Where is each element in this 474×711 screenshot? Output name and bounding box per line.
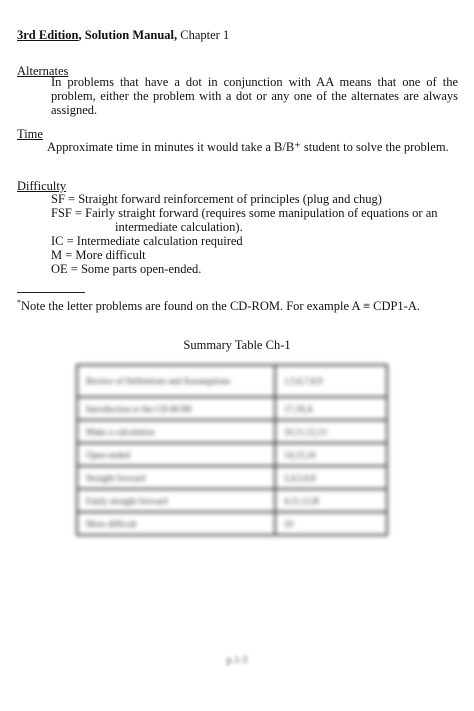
difficulty-item-m: M = More difficult <box>51 248 146 262</box>
difficulty-item-fsf: FSF = Fairly straight forward (requires some manipulation of equations or an <box>51 206 438 220</box>
difficulty-item-sf: SF = Straight forward reinforcement of principles (plug and chug) <box>51 192 382 206</box>
table-cell-topic: Introduction to the CD-ROM <box>77 397 275 420</box>
table-cell-problems: 1,5,6,7,8,9 <box>275 365 387 397</box>
edition-label: 3rd Edition <box>17 28 79 42</box>
table-row <box>77 512 387 535</box>
table-cell-problems: 17,18,A <box>275 397 387 420</box>
alternates-text: In problems that have a dot in conjunction with AA means that one of the problem, either the problem with a dot or any one of the alternates are always assigned. <box>51 75 458 117</box>
table-cell-problems: 14,15,16 <box>275 443 387 466</box>
table-row <box>77 466 387 489</box>
table-row <box>77 443 387 466</box>
table-row <box>77 489 387 512</box>
table-cell-topic: Fairly straight forward <box>77 489 275 512</box>
summary-table <box>76 364 388 536</box>
summary-table-title: Summary Table Ch-1 <box>183 338 291 352</box>
time-title: Time <box>17 127 43 141</box>
table-cell-problems: 10,11,12,13 <box>275 420 387 443</box>
difficulty-list <box>51 192 438 276</box>
table-cell-topic: More difficult <box>77 512 275 535</box>
page-number: p.1-3 <box>226 655 248 666</box>
page-header <box>17 28 229 43</box>
time-text: Approximate time in minutes it would take a B/B⁺ student to solve the problem. <box>47 140 449 154</box>
table-cell-topic: Straight forward <box>77 466 275 489</box>
table-cell-problems: 10 <box>275 512 387 535</box>
difficulty-item-ic: IC = Intermediate calculation required <box>51 234 243 248</box>
table-row <box>77 365 387 397</box>
footnote-rule <box>17 292 85 293</box>
manual-label: Solution Manual, <box>84 28 178 42</box>
footnote <box>17 298 420 314</box>
table-cell-topic: Review of Definitions and Assumptions <box>77 365 275 397</box>
difficulty-item-fsf-cont: intermediate calculation). <box>115 220 243 234</box>
footnote-text: Note the letter problems are found on the CD-ROM. For example A ≡ CDP1-A. <box>21 299 420 314</box>
difficulty-item-oe: OE = Some parts open-ended. <box>51 262 202 276</box>
table-cell-problems: 4,11,12,B <box>275 489 387 512</box>
table-cell-topic: Open-ended <box>77 443 275 466</box>
chapter-label: Chapter 1 <box>180 28 230 42</box>
table-row <box>77 397 387 420</box>
difficulty-title: Difficulty <box>17 179 67 193</box>
header-comma: , <box>78 28 82 42</box>
table-row <box>77 420 387 443</box>
alternates-title: Alternates <box>17 64 69 78</box>
table-cell-topic: Make a calculation <box>77 420 275 443</box>
table-cell-problems: 2,4,5,6,8 <box>275 466 387 489</box>
footnote-mark: * <box>17 298 21 307</box>
